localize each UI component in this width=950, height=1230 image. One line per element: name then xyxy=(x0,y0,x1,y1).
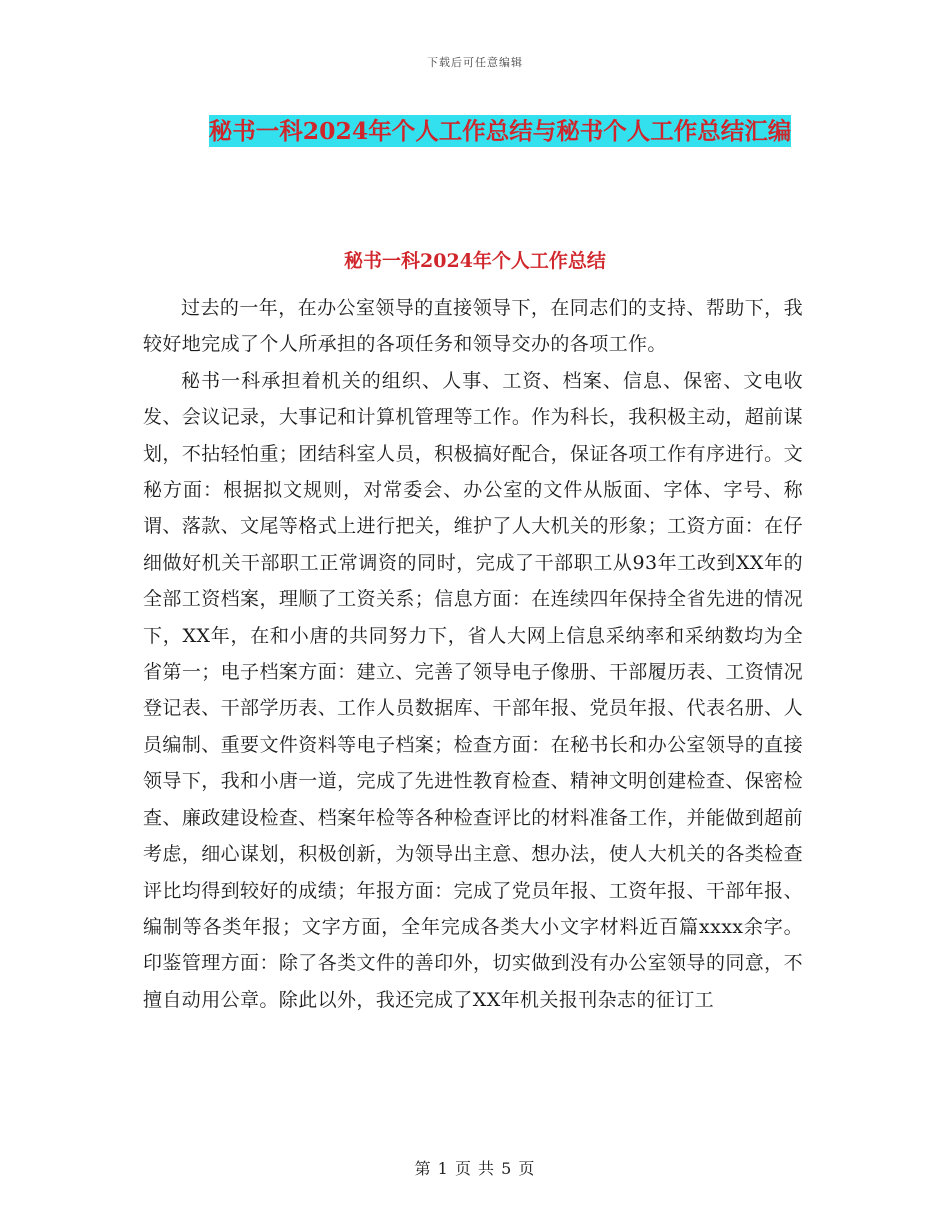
page-number: 第 1 页 共 5 页 xyxy=(414,1159,536,1178)
paragraph: 过去的一年，在办公室领导的直接领导下，在同志们的支持、帮助下，我较好地完成了个人所承担的各项任务和领导交办的各项工作。 xyxy=(143,297,803,356)
document-title xyxy=(188,110,812,153)
page-header-note: 下载后可任意编辑 xyxy=(427,56,523,69)
body-text xyxy=(143,290,803,1018)
document-title-text: 秘书一科2024年个人工作总结与秘书个人工作总结汇编 xyxy=(208,117,792,145)
paragraph: 秘书一科承担着机关的组织、人事、工资、档案、信息、保密、文电收发、会议记录，大事记和计算机管理等工作。作为科长，我积极主动，超前谋划，不拈轻怕重；团结科室人员，积极搞好配合，保证各项工作有序进行。文秘方面：根据拟文规则，对常委会、办公室的文件从版面、字体、字号、称谓、落款、文尾等格式上进行把关，维护了人大机关的形象；工资方面：在仔细做好机关干部职工正常调资的同时，完成了干部职工从93年工改到XX年的全部工资档案，理顺了工资关系；信息方面：在连续四年保持全省先进的情况下，XX年，在和小唐的共同努力下，省人大网上信息采纳率和采纳数均为全省第一；电子档案方面：建立、完善了领导电子像册、干部履历表、工资情况登记表、干部学历表、工作人员数据库、干部年报、党员年报、代表名册、人员编制、重要文件资料等电子档案；检查方面：在秘书长和办公室领导的直接领导下，我和小唐一道，完成了先进性教育检查、精神文明创建检查、保密检查、廉政建设检查、档案年检等各种检查评比的材料准备工作，并能做到超前考虑，细心谋划，积极创新，为领导出主意、想办法，使人大机关的各类检查评比均得到较好的成绩；年报方面：完成了党员年报、工资年报、干部年报、编制等各类年报；文字方面，全年完成各类大小文字材料近百篇xxxx余字。印鉴管理方面：除了各类文件的善印外，切实做到没有办公室领导的同意，不擅自动用公章。除此以外，我还完成了XX年机关报刊杂志的征订工 xyxy=(143,369,803,1011)
section-heading: 秘书一科2024年个人工作总结 xyxy=(344,250,606,272)
